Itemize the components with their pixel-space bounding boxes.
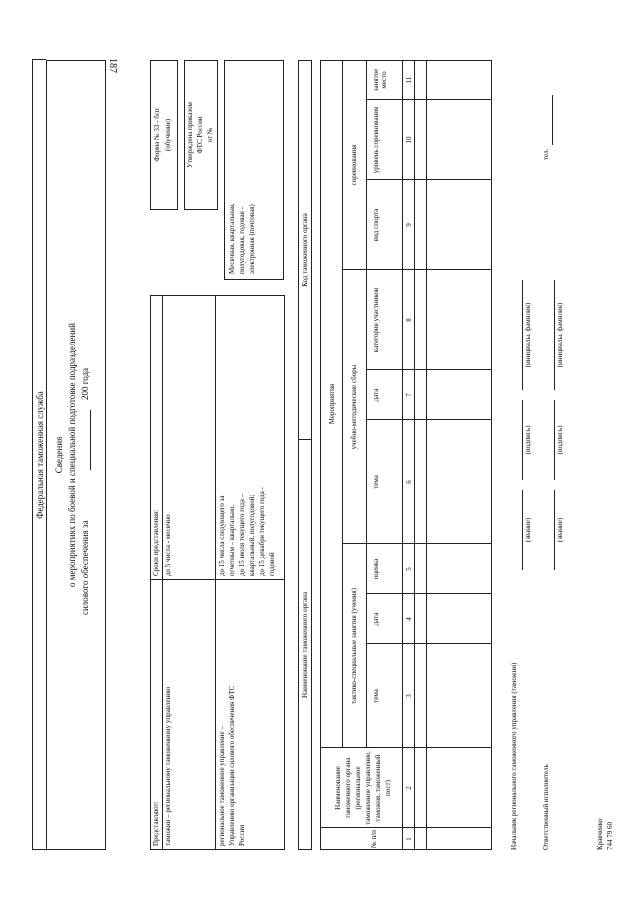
agency-title: Федеральная таможенная служба — [35, 391, 45, 519]
sub-topic2: тема — [372, 475, 380, 489]
col-num-10: 10 — [405, 136, 413, 144]
sign1-caption: (подпись) — [524, 425, 532, 455]
col-line-9 — [366, 179, 492, 180]
sub-category: категория участников — [372, 287, 380, 353]
name-header-5: таможня, таможенный — [374, 754, 382, 822]
sub-date2: дата — [372, 388, 380, 402]
name-header-6: пост) — [384, 780, 392, 796]
col-num-8: 8 — [405, 318, 413, 322]
name-header-3: (региональное — [354, 766, 362, 810]
sign2-caption: (подпись) — [556, 425, 564, 455]
tactical-header: тактико-специальные занятия (учения) — [350, 588, 358, 704]
name-header-1: Наименование — [334, 766, 342, 810]
approved-line2: ФТС России — [196, 116, 204, 154]
competitions-header: соревнования — [350, 144, 358, 186]
name2-line — [554, 280, 555, 390]
sub-date: дата — [372, 612, 380, 626]
header-rule-1 — [342, 60, 343, 748]
sign1-line — [522, 400, 523, 480]
submit-row2-who-a: региональное таможенное управление – — [218, 726, 226, 846]
period-blank-line — [90, 410, 91, 470]
sign2-line — [554, 400, 555, 480]
name-header-2: таможенного органа — [344, 757, 352, 819]
col-line-8 — [342, 269, 492, 270]
form-subtitle: (обучение) — [164, 118, 172, 152]
sub-topic: тема — [372, 689, 380, 703]
sub-grade: оценка — [372, 558, 380, 580]
doc-year-label: 200 года — [80, 367, 90, 400]
doc-subtitle: о мероприятиях по боевой и специальной подготовке подразделений — [67, 323, 77, 587]
tel-label: тел. — [542, 148, 550, 160]
periodicity-line1: Месячная, квартальная, — [228, 203, 236, 274]
col-line-5 — [342, 543, 492, 544]
submit-col-divider — [150, 579, 285, 580]
header-rule-2 — [366, 60, 367, 748]
header-rule-3 — [402, 60, 403, 850]
footer-author: Кравченко — [596, 818, 604, 850]
sub-place: занятое место — [372, 68, 389, 92]
rank1-line — [522, 490, 523, 570]
col-num-7: 7 — [405, 393, 413, 397]
col-line-4 — [366, 593, 492, 594]
name-header-4: таможенное управление, — [364, 751, 372, 825]
events-header: Мероприятия — [328, 383, 336, 425]
data-row-rule — [426, 60, 427, 850]
org-code-label: Код таможенного органа — [301, 213, 309, 287]
sub-sport: вид спорта — [372, 208, 380, 242]
col-line-3 — [366, 643, 492, 644]
org-name-label: Наименование таможенного органа — [301, 592, 309, 698]
periodicity-line2: полугодовая, годовая - — [238, 207, 246, 274]
submit-row2-who-b: Управлению организации силового обеспечения ФТС — [228, 685, 236, 846]
col-num-2: 2 — [405, 786, 413, 790]
periodicity-line3: электронная (почтовая) — [248, 204, 256, 274]
submit-row2-when-e: до 15 декабря текущего года - — [258, 487, 266, 576]
submit-col2-header: Сроки представления: — [152, 509, 160, 576]
col-line-6 — [366, 419, 492, 420]
no-header: № п/п — [370, 830, 378, 848]
name1-caption: (инициалы, фамилия) — [524, 302, 532, 368]
col-num-5: 5 — [405, 567, 413, 571]
number-row-rule — [414, 60, 415, 850]
head-signature-label: Начальник регионального таможенного управления (таможни) — [510, 662, 518, 850]
rank1-caption: (звание) — [524, 517, 532, 543]
submit-row-rule — [215, 295, 216, 850]
executor-label: Ответственный исполнитель — [542, 764, 550, 850]
col-num-4: 4 — [405, 617, 413, 621]
approved-line1: Утверждена приказом — [186, 102, 194, 168]
col-line-7 — [366, 369, 492, 370]
submit-row2-when-d: квартальный, полугодовой; — [248, 494, 256, 576]
doc-title: Сведения — [54, 436, 64, 474]
submit-col1-header: Представляют: — [152, 801, 160, 846]
submit-header-rule — [162, 295, 163, 850]
training-header: учебно-методические сборы — [350, 364, 358, 450]
submit-row1-when: до 5 числа - месячно — [164, 514, 172, 576]
submit-row2-when-f: годовой — [268, 552, 276, 576]
doc-period-label: силового обеспечения за — [80, 520, 90, 615]
col-num-6: 6 — [405, 480, 413, 484]
col-num-1: 1 — [405, 837, 413, 841]
col-num-3: 3 — [405, 694, 413, 698]
top-rule — [32, 60, 33, 850]
rank2-line — [554, 490, 555, 570]
submit-row2-when-b: отчетным – квартально, — [228, 504, 236, 576]
footer-phone: 744 79 60 — [606, 822, 614, 850]
form-number: Форма № 33 - бсп — [153, 108, 161, 162]
sub-level: уровень соревнования — [372, 106, 380, 174]
submit-row2-who-c: России — [238, 824, 246, 846]
rank2-caption: (звание) — [556, 517, 564, 543]
submit-row2-when-a: до 15 числа следующего за — [218, 495, 226, 576]
approved-line3: от № — [206, 127, 214, 143]
submit-row1-who: таможни – региональному таможенному управлению — [164, 686, 172, 846]
col-num-11: 11 — [405, 76, 413, 84]
name2-caption: (инициалы, фамилия) — [556, 302, 564, 368]
rotated-form-page — [10, 30, 630, 880]
submit-row2-when-c: до 15 июля текущего года – — [238, 493, 246, 576]
col-num-9: 9 — [405, 223, 413, 227]
name1-line — [522, 280, 523, 390]
page-number: 187 — [107, 58, 118, 73]
tel-line — [552, 95, 553, 145]
